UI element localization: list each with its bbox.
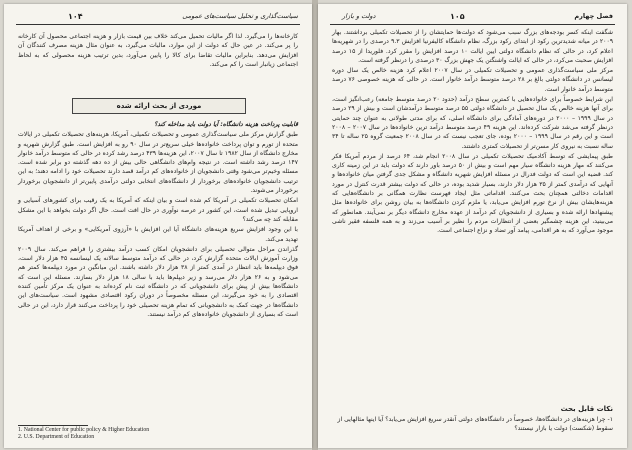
left-page-header (16, 10, 300, 25)
right-page (318, 4, 627, 448)
left-intro-paragraph: کارخانه‌ها را می‌گیرد. لذا اگر مالیات تحمیل می‌کند خلاف بین قیمت بازار و هزینه اجتماعی محصول آن کارخانه را پر می‌کند. در عین حال که دولت از این موارد، مالیات می‌گیرد، به عنوان مثال هزینه مصرف کنندگان آن افزایش می‌دهد. بنابراین مالیات تقاضا برای کالا را پایین می‌آورد، بدین ترتیب هزینه محصولی که به لحاظ اجتماعی زیانبار است را کم می‌کند. (18, 33, 298, 68)
footnotes (18, 427, 218, 441)
left-page-number: ١٠۴ (68, 12, 83, 21)
discussion-questions (332, 415, 613, 433)
footnote-item: 1. National Center for public policy & Higher Education (18, 427, 150, 433)
left-paragraph: با این وجود افزایش سریع هزینه‌های دانشگاه آیا این افزایش با «آرزوی آمریکایی» و برخی از اهداف آمریکا تهدید می‌کند. (18, 226, 298, 243)
section-box-title: موردی از بحث ارائه شده (72, 98, 246, 114)
right-running-title: دولت و بازار (342, 12, 376, 20)
left-paragraph: طبق گزارش مرکز ملی سیاست‌گذاری عمومی و تحصیلات تکمیلی، آمریکا، هزینه‌های تحصیلات تکمیلی در ایالات متحده از تورم و توان پرداخت خانواده‌ها خیلی سریع‌تر در سال ۹۰ رو به افزایش است. طبق گزارش شهریه و مخارج دانشگاه از سال ۱۹۸۲ تا سال ۲۰۰۷، این هزینه‌ها ۴۳۹ درصد رشد کرده در حالی که متوسط درآمد خانوار ۱۴۷ درصد رشد داشته است. در نتیجه وام‌های دانشگاهی حالی بیش از ده دهه گذشته دو برابر شده است. مسئله وخیم‌تر می‌شود وقتی دانشجویان از خانواده‌های کم درآمد قصد دارند تحصیلات خود را ادامه دهند؛ به این ترتیب دانشجویان خانواده‌های برخوردار از دانشگاه‌های انتخابی دولتی درآمدی پایین‌تر از دانشجویان برخوردار برخوردار می‌شوند. (18, 131, 299, 195)
discussion-question: ۱- چرا هزینه‌های در دانشگاه‌ها، خصوصاً در دانشگاه‌های دولتی آنقدر سریع افزایش می‌یابد؟ آیا اینها مثالهایی از سقوط (شکست) دولت یا بازار نیستند؟ (337, 416, 613, 432)
right-paragraph: شگفت اینکه کسر بودجه‌های بزرگ سبب می‌شود که دولت‌ها حمایتشان را از تحصیلات تکمیلی برداشتند. بهار ۲۰۰۹ در میانه شدیدترین رکود از ابتدای رکود بزرگ، نظام دانشگاه کالیفرنیا افزایش ۹.۳ درصدی را در شهریه‌ها اعلام کرد، در حالی که نظام دانشگاه دولتی ایین ایالت ۱۰ درصد افزایش را مقرر کرد. فلوریدا از ۱۵ درصد افزایش صحبت می‌کرد، در حالی که ایالت واشنگتن یک جهش بزرگ ۳۰ درصدی را درنظر گرفته است. (332, 29, 613, 64)
right-main-text (332, 28, 613, 237)
right-paragraph: این شرایط خصوصاً برای خانواده‌هایی با کمترین سطح درآمد (حدود ۲۰ درصد متوسط جامعه) رعب‌انگیز است، برای آنها هزینه خالص یک سال تحصیل در دانشگاه دولتی ۵۵ درصد متوسط درآمدشان است و بیش از ۲۹ درصد در سال ۱۹۹۹ – ۲۰۰۰ در دوره‌های آمادگی برای دانشگاه اصلی، که برای مدتی طولانی به عنوان چند حمایتی درنظر گرفته می‌شد شرکت کرده‌اند. این هزینه ۴۹ درصد متوسط درآمد ترین خانواده‌ها در سال ۲۰۰۷ – ۲۰۰۸ است و این رقم در سال ۱۹۹۹ – ۲۰۰۰ بوده، جای تعجب نیست که در سال ۲۰۰۸ جمعیت گروه ۲۵ ساله تا ۳۴ ساله نسبت به نیروی کار مسن‌تر از تحصیلات کمتری داشتند. (332, 96, 614, 150)
left-paragraph: امکان تحصیلات تکمیلی در آمریکا کم شده است و بیان اینکه که آمریکا به یک رقیب برای کشورهای آسیایی و اروپایی تبدیل شده است، این کشور در عرصه نوآوری در حال افت است. حال اگر دولت بخواهد با این مشکل مقابله کند چه می‌کند؟ (18, 197, 298, 223)
left-page (4, 4, 312, 448)
left-paragraph: گذراندن مراحل متوالی تحصیلی برای دانشجویان امکان کسب درآمد بیشتری را فراهم می‌کند. سال ۲۰۰۹ وزارت آموزش ایالات متحده گزارش کرد، در حالی که درآمد متوسط سالانه یک لیسانسه ۴۵ هزار دلار است، فوق دیپلمه‌ها باید انتظار در آمدی کمتر از ۳۸ هزار دلار داشته باشند. این میانگین در مورد دیپلمه‌ها کمتر هم می‌شود و به ۲۶ هزار دلار می‌رسد و زیر دیپلم‌ها باید با سالی ۱۸ هزار دلار بسازند. مسئله این است که دانشگاه‌ها بیش از پیش برای دانشجویانی که در دانشگاه ثبت نام کرده‌اند به عنوان یک مرکز تأمین کننده اقتصادی را به خود می‌گیرند، این مسئله مخصوصاً در دوران رکود اقتصادی مشهود است. سیاست‌های این دانشگاه‌ها در جهت کمک به دانشجویانی که تمام هزینه تحصیلی خود را پرداخت می‌کنند قرار دارد، این در حالی است که بسیاری از دانشجویان خانواده‌های کم درآمد نیستند. (18, 245, 298, 318)
discussion-title: نکات قابل بحث (560, 405, 613, 413)
left-intro (18, 32, 298, 70)
right-paragraph: مرکز ملی سیاست‌گذاری عمومی و تحصیلات تکمیلی در سال ۲۰۰۷ اعلام کرد هزینه خالص یک سال دوره لیسانس در دانشگاه دولتی بالغ بر ۲۸ درصد متوسط درآمد خانوار است. در حالی که هزینه خصوصی ۷۶ درصد متوسط درآمد خانوار است. (332, 67, 614, 93)
right-page-number: ١٠۵ (450, 12, 465, 21)
left-running-title: سیاست‌گذاری و تحلیل سیاست‌های عمومی (182, 12, 298, 20)
footnote-divider (18, 425, 88, 426)
case-subheading: قابلیت پرداخت هزینه دانشگاه: آیا دولت باید مداخله کند؟ (154, 121, 298, 128)
right-paragraph: طبق پیمایشی که توسط آکادمیک تحصیلات تکمیلی در سال ۲۰۰۸ انجام شد، ۶۴ درصد از مردم آمریکا فکر می‌کنند که مهار هزینه دانشگاه سیار مهم است و بیش از ۵۰ درصد باور دارند که دولت باید در این زمینه کاری کند. قضیه این است که دولت فدرال در مسئله افزایش شهریه دانشگاه و مشکل جدی گرفتن میان خانواده‌ها و آنهایی که درآمدی کمتر از ۳۵ هزار دلار دارند، بسیار شدید بوده، در حالی که دولت بیشتر قدرت کنترل در مورد اقدامات دخالتی همچنان بحث می‌کنند. اقداماتی مثل ایجاد فهرست نظارت همگانی بر دانشگاه‌هایی که هزینه‌هایشان بیش از نرخ تورم افزایش می‌یابد، یا ملزم کردن دانشگاه‌ها به بیان روشن برای خانواده‌ها مثل پیشنهادها ارائه شده و بسیاری از دانشجویان کم درآمد از عهده مخارج دانشگاه دیگر بر نمی‌آیند. همانطور که می‌بینید، این هزینه چشمگیر بعضی از انتظارات مردم را نظیر بر آسیب می‌زند و به همه فلسفه فقیر ناشی موجود می‌آورد که به هر اقدامی، پیامد آور تضاد و نزاع اجتماعی است. (332, 152, 614, 235)
left-main-text (18, 120, 298, 320)
footnote-item: 2. U.S. Department of Education (18, 434, 95, 440)
right-page-header (330, 10, 615, 25)
chapter-label: فصل چهارم (574, 12, 613, 20)
